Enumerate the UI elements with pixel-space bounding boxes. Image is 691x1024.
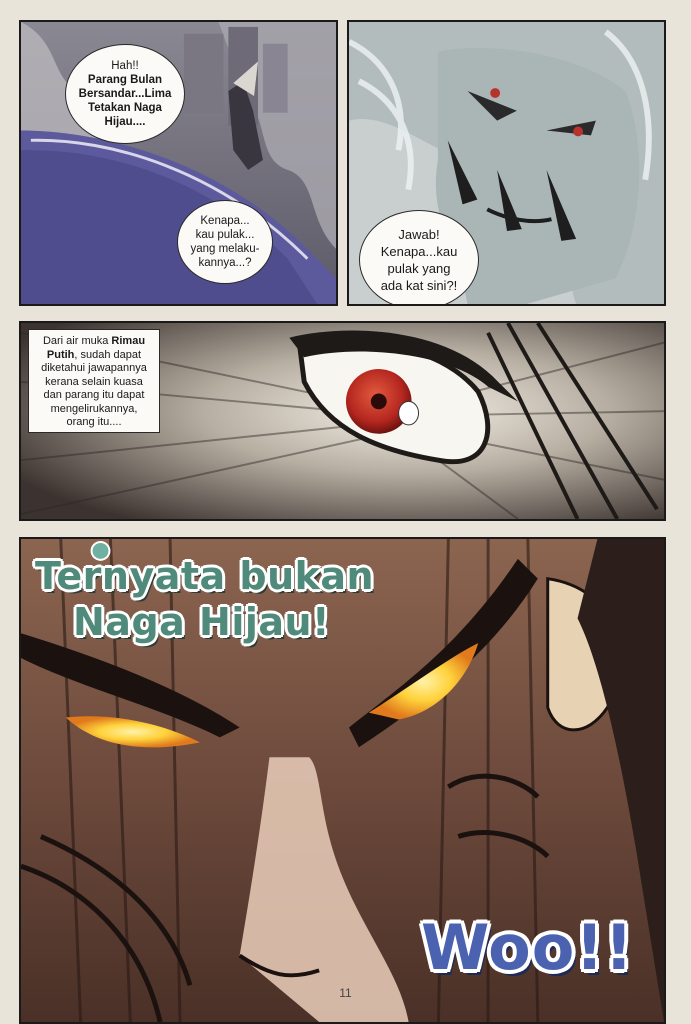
bubble-text-line: Kenapa...kau (380, 244, 458, 259)
bubble-text-line: Hijau.... (104, 116, 146, 128)
narration-box (28, 329, 160, 433)
panel-3 (19, 321, 666, 521)
bubble-text-line: Kenapa... (200, 215, 250, 227)
bubble-text-line: Parang Bulan (87, 74, 163, 86)
bubble-text-line: Tetakan Naga (88, 102, 162, 114)
character-name: Rimau Putih (46, 335, 146, 361)
title-line: Naga Hijau! (73, 600, 330, 644)
narration-text: Dari air muka (42, 335, 112, 347)
panel-4 (19, 537, 666, 1024)
bubble-text-line: pulak yang (387, 261, 451, 276)
panel-1-art (21, 22, 336, 304)
exclamation-title (35, 553, 374, 645)
bubble-text-line: Bersandar...Lima (78, 88, 172, 100)
title-line: Ternyata bukan (35, 554, 375, 598)
narration-text: , sudah dapat diketahui jawapannya kerana selain kuasa dan parang itu dapat mengelirukannya, orang itu.... (41, 348, 147, 428)
panel-2 (347, 20, 666, 306)
page-number: 11 (339, 986, 352, 1000)
panel-1 (19, 20, 338, 306)
bubble-text-line: ada kat sini?! (380, 278, 458, 293)
speech-bubble (65, 44, 185, 144)
bubble-text-line: kannya...? (198, 257, 252, 269)
bubble-text-line: Jawab! (398, 227, 440, 242)
sound-effect: Woo!! (421, 911, 634, 984)
bubble-text-line: kau pulak... (195, 229, 255, 241)
bubble-text-line: Hah!! (111, 60, 139, 72)
speech-bubble (359, 210, 479, 306)
bubble-text-line: yang melaku- (190, 243, 260, 255)
speech-bubble (177, 200, 273, 284)
